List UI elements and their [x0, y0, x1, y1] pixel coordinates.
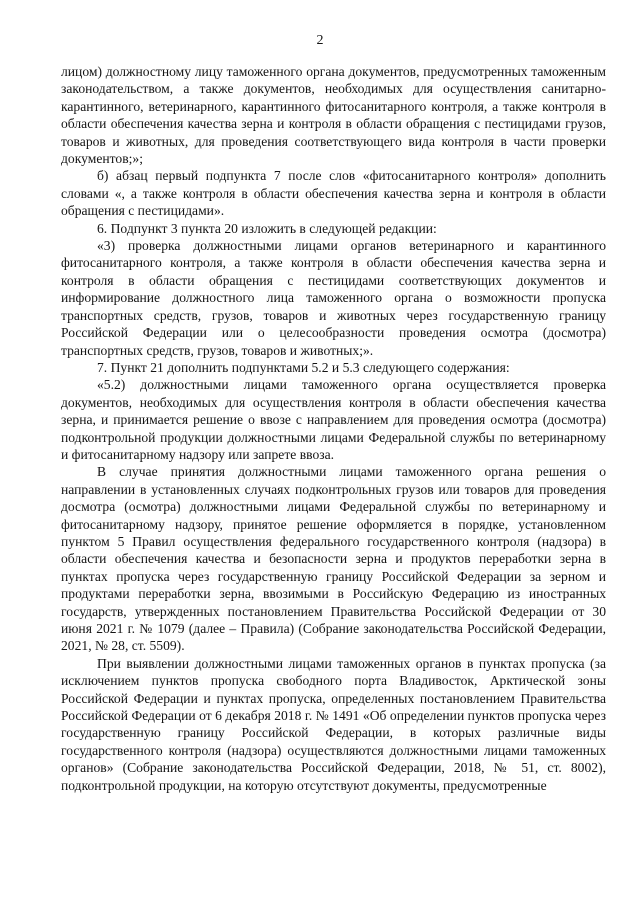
paragraph-subitem-b: б) абзац первый подпункта 7 после слов «фитосанитарного контроля» дополнить словами «, а также контроля в области обеспечения качества зерна и контроля в области обращения с пестицидами». [61, 168, 606, 219]
paragraph-subitem-5-2: «5.2) должностными лицами таможенного органа осуществляется проверка документов, необходимых для осуществления контроля в области обеспечения качества зерна, и принимается решение о ввозе с направлением для проведения осмотра (досмотра) подконтрольной продукции должностными лицами Федеральной службы по ветеринарному и фитосанитарному надзору или запрете ввоза. [61, 377, 606, 462]
paragraph-item-6: 6. Подпункт 3 пункта 20 изложить в следующей редакции: [97, 220, 437, 236]
paragraph-continuation: лицом) должностному лицу таможенного органа документов, предусмотренных таможенным законодательством, а также документов, необходимых для осуществления санитарно-карантинного, ветеринарного, карантинного фитосанитарного контроля, а также контроля в области обеспечения качества зерна и контроля в области обращения с пестицидами грузов, товаров и животных, для проведения соответствующего вида контроля в части проверки документов;»; [61, 64, 606, 167]
document-body [61, 63, 606, 794]
paragraph-item-6-text: «3) проверка должностными лицами органов ветеринарного и карантинного фитосанитарного контроля, а также контроля в области обеспечения качества зерна и контроля в области обращения с пестицидами соответствующих документов и информирование должностного лица таможенного органа о возможности пропуска транспортных средств, грузов, товаров и животных через государственную границу Российской Федерации или о целесообразности проведения осмотра (досмотра) транспортных средств, грузов, товаров и животных;». [61, 238, 606, 358]
page-number: 2 [316, 33, 324, 48]
paragraph-item-7: 7. Пункт 21 дополнить подпунктами 5.2 и 5.3 следующего содержания: [97, 359, 510, 375]
paragraph-detection: При выявлении должностными лицами таможенных органов в пунктах пропуска (за исключением пунктов пропуска свободного порта Владивосток, Арктической зоны Российской Федерации и пунктах пропуска, определенных постановлением Правительства Российской Федерации от 6 декабря 2018 г. № 1491 «Об определении пунктов пропуска через государственную границу Российской Федерации, в которых различные виды государственного контроля (надзора) осуществляются должностными лицами таможенных органов» (Собрание законодательства Российской Федерации, 2018, № 51, ст. 8002), подконтрольной продукции, на которую отсутствуют документы, предусмотренные [61, 655, 606, 793]
paragraph-inspection-decision: В случае принятия должностными лицами таможенного органа решения о направлении в установленных случаях подконтрольных грузов или товаров для проведения досмотра (осмотра) должностными лицами Федеральной службы по ветеринарному и фитосанитарному надзору, принятое решение оформляется в порядке, установленном пунктом 5 Правил осуществления федерального государственного контроля (надзора) в области обеспечения качества и безопасности зерна и продуктов переработки зерна в пунктах пропуска через государственную границу Российской Федерации за зерном и продуктами переработки зерна, ввозимыми в Российскую Федерацию из иностранных государств, утвержденных постановлением Правительства Российской Федерации от 30 июня 2021 г. № 1079 (далее – Правила) (Собрание законодательства Российской Федерации, 2021, № 28, ст. 5509). [61, 464, 606, 654]
